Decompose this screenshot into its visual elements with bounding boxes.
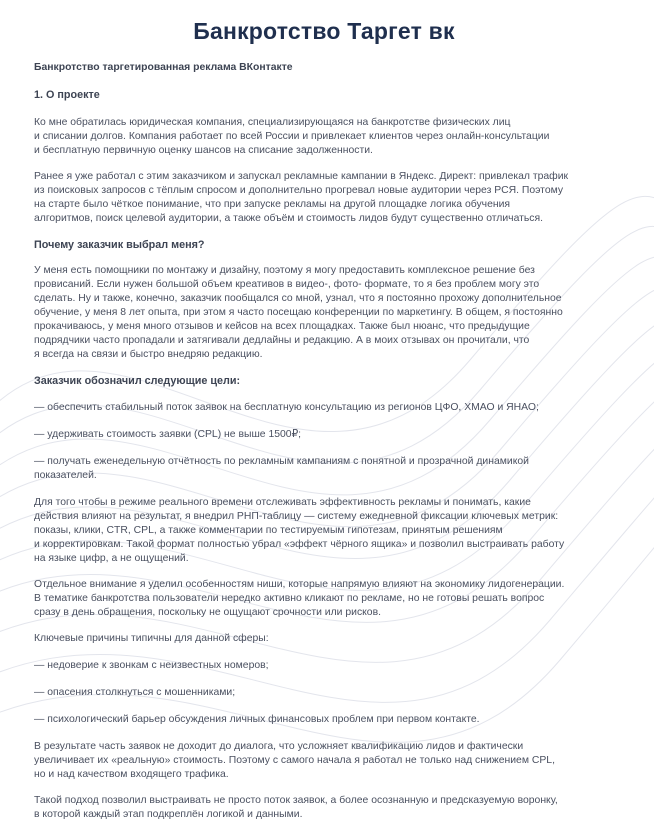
paragraph-why-me: У меня есть помощники по монтажу и дизайну, поэтому я могу предоставить комплексное решение без провисаний. Если нужен большой объем креативов в видео-, фото- формате, то я без проблем могу это сделать. Ну и также, конечно, заказчик пообщался со мной, узнал, что я постоянно прохожу дополнительное обучение, у меня 8 лет опыта, при этом я часто посещаю конференции по маркетингу. В общем, я постоянно прокачиваюсь, у меня много отзывов и кейсов на всех площадках. Также был нюанс, что предыдущие подрядчики часто пропадали и затягивали дедлайны и редакцию. А в моих отзывах он прочитали, что я всегда на связи и быстро внедряю редакцию. <box>34 265 563 360</box>
paragraph-approach: Такой подход позволил выстраивать не просто поток заявок, а более осознанную и предсказуемую воронку, в которой каждый этап подкреплён логикой и данными. <box>34 795 558 820</box>
section-heading-why-me: Почему заказчик выбрал меня? <box>34 239 205 251</box>
goal-item-cpl: — удерживать стоимость заявки (CPL) не выше 1500₽; <box>34 429 302 440</box>
page-title: Банкротство Таргет вк <box>193 18 455 44</box>
paragraph-previous-work: Ранее я уже работал с этим заказчиком и запускал рекламные кампании в Яндекс. Директ: привлекал трафик из поисковых запросов с тёплым спросом и дополнительно прогревал новые аудитории через РСЯ. Поэтому на старте было чёткое понимание, что при запуске рекламы на другой площадке логика обучения алгоритмов, поиск целевой аудитории, а также объём и стоимость лидов будут существенно отличаться. <box>34 171 569 224</box>
goal-item-leads: — обеспечить стабильный поток заявок на бесплатную консультацию из регионов ЦФО, ХМАО и ЯНАО; <box>34 402 539 413</box>
paragraph-result: В результате часть заявок не доходит до диалога, что усложняет квалификацию лидов и фактически увеличивает их «реальную» стоимость. Поэтому с самого начала я работал не только над снижением CPL, но и над качеством входящего трафика. <box>34 741 555 780</box>
paragraph-intro: Ко мне обратилась юридическая компания, специализирующаяся на банкротстве физических лиц и списании долгов. Компания работает по всей России и привлекает клиентов через онлайн-консультации и бесплатную первичную оценку шансов на списание задолженности. <box>34 117 550 156</box>
section-heading-about: 1. О проекте <box>34 89 100 101</box>
section-heading-goals: Заказчик обозначил следующие цели: <box>34 375 241 387</box>
paragraph-rnp-table: Для того чтобы в режиме реального времени отслеживать эффективность рекламы и понимать, какие действия влияют на результат, я внедрил РНП-таблицу — систему ежедневной фиксации ключевых метрик: показы, клики, CTR, CPL, а также комментарии по тестируемым гипотезам, принятым решениям и корректировкам. Такой формат полностью убрал «эффект чёрного ящика» и позволил выстраивать работу на языке цифр, а не ощущений. <box>34 497 565 564</box>
goal-item-reporting: — получать еженедельную отчётность по рекламным кампаниям с понятной и прозрачной динамикой показателей. <box>34 456 529 481</box>
reason-item-psychology: — психологический барьер обсуждения личных финансовых проблем при первом контакте. <box>34 714 480 725</box>
reason-item-scammers: — опасения столкнуться с мошенниками; <box>34 687 236 698</box>
paragraph-reasons-intro: Ключевые причины типичны для данной сферы: <box>34 633 269 644</box>
paragraph-niche: Отдельное внимание я уделил особенностям ниши, которые напрямую влияют на экономику лидогенерации. В тематике банкротства пользователи нередко активно кликают по рекламе, но не готовы решать вопрос сразу в день обращения, поскольку не ощущают срочности или рисков. <box>34 579 565 618</box>
reason-item-calls: — недоверие к звонкам с неизвестных номеров; <box>34 660 269 671</box>
subtitle: Банкротство таргетированная реклама ВКонтакте <box>34 62 293 73</box>
